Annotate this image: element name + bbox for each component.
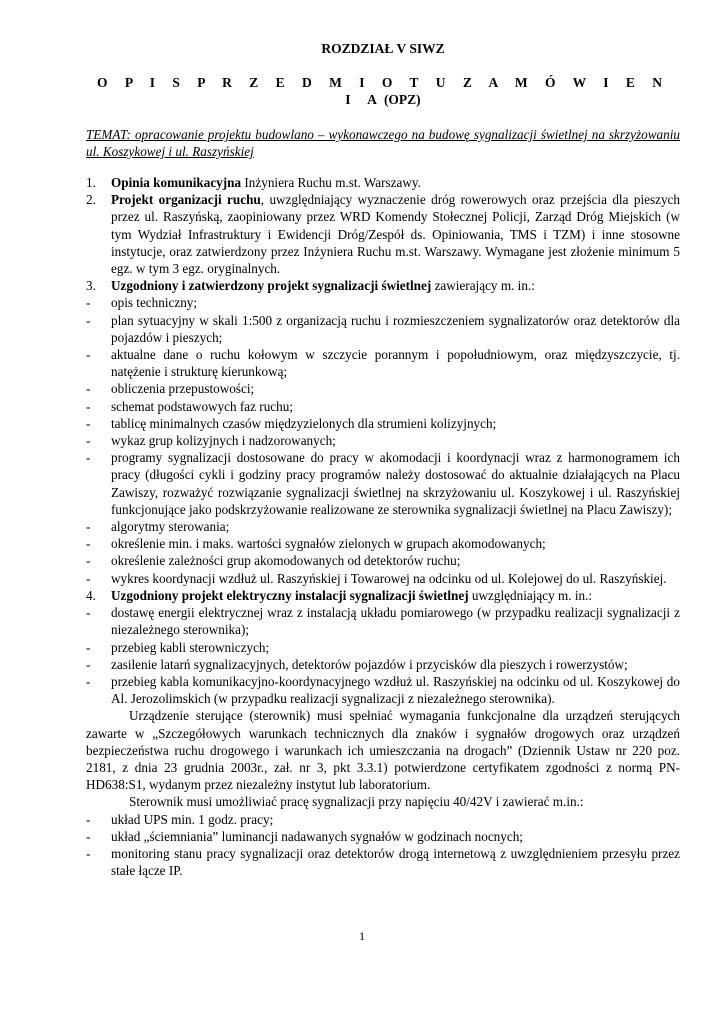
dash-item-text: zasilenie latarń sygnalizacyjnych, detektorów pojazdów i przycisków dla pieszych i rowerzystów;	[111, 656, 628, 672]
dash-list-item	[86, 518, 680, 535]
dash-list-item	[86, 656, 680, 673]
dash-item-text: plan sytuacyjny w skali 1:500 z organizacją ruchu i rozmieszczeniem sygnalizatorów oraz detektorów dla pojazdów i pieszych;	[111, 312, 680, 345]
dash-list-item	[86, 639, 680, 656]
dash-list-item	[86, 294, 680, 311]
dash-list-item	[86, 552, 680, 569]
dash-bullet: -	[86, 295, 91, 311]
document-title	[86, 74, 680, 108]
item-number: 2.	[86, 192, 96, 208]
dash-bullet: -	[86, 553, 91, 569]
signal-project-contents	[86, 294, 680, 586]
dash-bullet: -	[86, 656, 91, 672]
dash-item-text: układ „ściemniania” luminancji nadawanych sygnałów w godzinach nocnych;	[111, 828, 523, 844]
dash-bullet: -	[86, 398, 91, 414]
dash-bullet: -	[86, 347, 91, 363]
dash-bullet: -	[86, 605, 91, 621]
topic	[86, 126, 680, 160]
chapter-title: ROZDZIAŁ V SIWZ	[321, 41, 445, 56]
dash-list-item	[86, 604, 680, 638]
item-heading: Uzgodniony projekt elektryczny instalacji sygnalizacji świetlnej	[111, 587, 469, 603]
dash-list-item	[86, 380, 680, 397]
dash-list-item	[86, 535, 680, 552]
dash-list-item	[86, 449, 680, 518]
item-text: uwzględniający m. in.:	[468, 587, 593, 603]
dash-bullet: -	[86, 381, 91, 397]
dash-bullet: -	[86, 673, 91, 689]
list-item-4	[86, 587, 680, 604]
list-item-2	[86, 191, 680, 277]
dash-list-item	[86, 398, 680, 415]
dash-item-text: układ UPS min. 1 godz. pracy;	[111, 811, 274, 827]
dash-item-text: określenie zależności grup akomodowanych od detektorów ruchu;	[111, 553, 461, 569]
dash-bullet: -	[86, 570, 91, 586]
item-number: 4.	[86, 587, 96, 603]
item-text: , uwzględniający wyznaczenie dróg rowerowych oraz przejścia dla pieszych przez ul. Raszyńską, zaopiniowany przez WRD Komendy Stołecznej Policji, Zarząd Dróg Miejskich (w tym Wydział Infrastruktury i Ewidencji Dróg/Zespół ds. Opiniowania, TMS i TZM) i inne stosowne instytucje, oraz zatwierdzony przez Inżyniera Ruchu m.st. Warszawy. Wymagane jest złożenie minimum 5 egz. w tym 3 egz. oryginalnych.	[111, 192, 680, 277]
document-title-spaced: O P I S P R Z E D M I O T U Z A M Ó W I E N I A	[97, 75, 669, 108]
dash-item-text: programy sygnalizacji dostosowane do pracy w akomodacji i koordynacji wraz z harmonogramem ich pracy (długości cykli i godziny pracy programów należy dostosować do aktualnie działających na Placu Zawiszy, rozważyć rozwiązanie sygnalizacji świetlnej na skrzyżowaniu ul. Koszykowej i ul. Raszyńskiej funkcjonujące jako podskrzyżowanie realizowane ze sterownika sygnalizacji świetlnej na Placu Zawiszy);	[111, 450, 680, 517]
dash-item-text: aktualne dane o ruchu kołowym w szczycie porannym i popołudniowym, oraz międzyszczycie, tj. natężenie i strukturę kierunkową;	[111, 347, 680, 380]
dash-bullet: -	[86, 811, 91, 827]
dash-list-item	[86, 346, 680, 380]
controller-features-intro: Sterownik musi umożliwiać pracę sygnalizacji przy napięciu 40/42V i zawierać m.in.:	[129, 794, 584, 810]
dash-item-text: algorytmy sterowania;	[111, 519, 230, 535]
item-number: 1.	[86, 175, 96, 191]
controller-requirements-paragraph: Urządzenie sterujące (sterownik) musi spełniać wymagania funkcjonalne dla urządzeń sterujących zawarte w „Szczegółowych warunkach technicznych dla znaków i sygnałów drogowych oraz urządzeń bezpieczeństwa ruchu drogowego i warunkach ich umieszczania na drogach” (Dziennik Ustaw nr 220 poz. 2181, z dnia 23 grudnia 2003r., zał. nr 3, pkt 3.3.1) potwierdzone certyfikatem zgodności z normą PN-HD638:S1, wydanym przez niezależny instytut lub laboratorium.	[86, 708, 680, 793]
dash-bullet: -	[86, 450, 91, 466]
item-number: 3.	[86, 278, 96, 294]
dash-item-text: przebieg kabla komunikacyjno-koordynacyjnego wzdłuż ul. Raszyńskiej na odcinku od ul. Koszykowej do Al. Jerozolimskich (w przypadku realizacji sygnalizacji z niezależnego sterownika).	[111, 673, 680, 707]
dash-bullet: -	[86, 536, 91, 552]
dash-item-text: określenie min. i maks. wartości sygnałów zielonych w grupach akomodowanych;	[111, 536, 546, 552]
item-heading: Projekt organizacji ruchu	[111, 192, 261, 208]
dash-item-text: obliczenia przepustowości;	[111, 381, 255, 397]
dash-item-text: tablicę minimalnych czasów międzyzielonych dla strumieni kolizyjnych;	[111, 415, 497, 431]
electrical-project-contents	[86, 604, 680, 707]
dash-list-item	[86, 415, 680, 432]
dash-list-item	[86, 845, 680, 879]
dash-bullet: -	[86, 845, 91, 861]
item-text: zawierający m. in.:	[431, 278, 535, 294]
dash-item-text: wykaz grup kolizyjnych i nadzorowanych;	[111, 433, 336, 449]
dash-list-item	[86, 570, 680, 587]
dash-list-item	[86, 673, 680, 707]
list-item-3	[86, 277, 680, 294]
dash-bullet: -	[86, 415, 91, 431]
list-item-1	[86, 174, 680, 191]
document-title-suffix: (OPZ)	[383, 92, 421, 108]
dash-list-item	[86, 312, 680, 346]
page-number: 1	[359, 929, 365, 943]
dash-bullet: -	[86, 519, 91, 535]
dash-bullet: -	[86, 312, 91, 328]
dash-item-text: wykres koordynacji wzdłuż ul. Raszyńskiej i Towarowej na odcinku od ul. Kolejowej do ul. Raszyńskiej.	[111, 570, 667, 586]
dash-item-text: opis techniczny;	[111, 295, 198, 311]
dash-bullet: -	[86, 639, 91, 655]
dash-item-text: przebieg kabli sterowniczych;	[111, 639, 270, 655]
dash-item-text: monitoring stanu pracy sygnalizacji oraz detektorów drogą internetową z uwzględnieniem przesyłu przez stałe łącze IP.	[111, 845, 680, 879]
dash-list-item	[86, 432, 680, 449]
dash-item-text: dostawę energii elektrycznej wraz z instalacją układu pomiarowego (w przypadku realizacji sygnalizacji z niezależnego sterownika);	[111, 605, 680, 638]
dash-bullet: -	[86, 828, 91, 844]
dash-list-item	[86, 811, 680, 828]
dash-bullet: -	[86, 433, 91, 449]
topic-label: TEMAT	[86, 126, 127, 142]
controller-features-list	[86, 811, 680, 880]
item-heading: Uzgodniony i zatwierdzony projekt sygnalizacji świetlnej	[111, 278, 432, 294]
item-text: Inżyniera Ruchu m.st. Warszawy.	[241, 175, 421, 191]
document-page	[86, 40, 680, 879]
dash-list-item	[86, 828, 680, 845]
item-heading: Opinia komunikacyjna	[111, 175, 242, 191]
topic-text: : opracowanie projektu budowlano – wykonawczego na budowę sygnalizacji świetlnej na skrzyżowaniu ul. Koszykowej i ul. Raszyńskiej	[86, 126, 680, 159]
dash-item-text: schemat podstawowych faz ruchu;	[111, 398, 293, 414]
